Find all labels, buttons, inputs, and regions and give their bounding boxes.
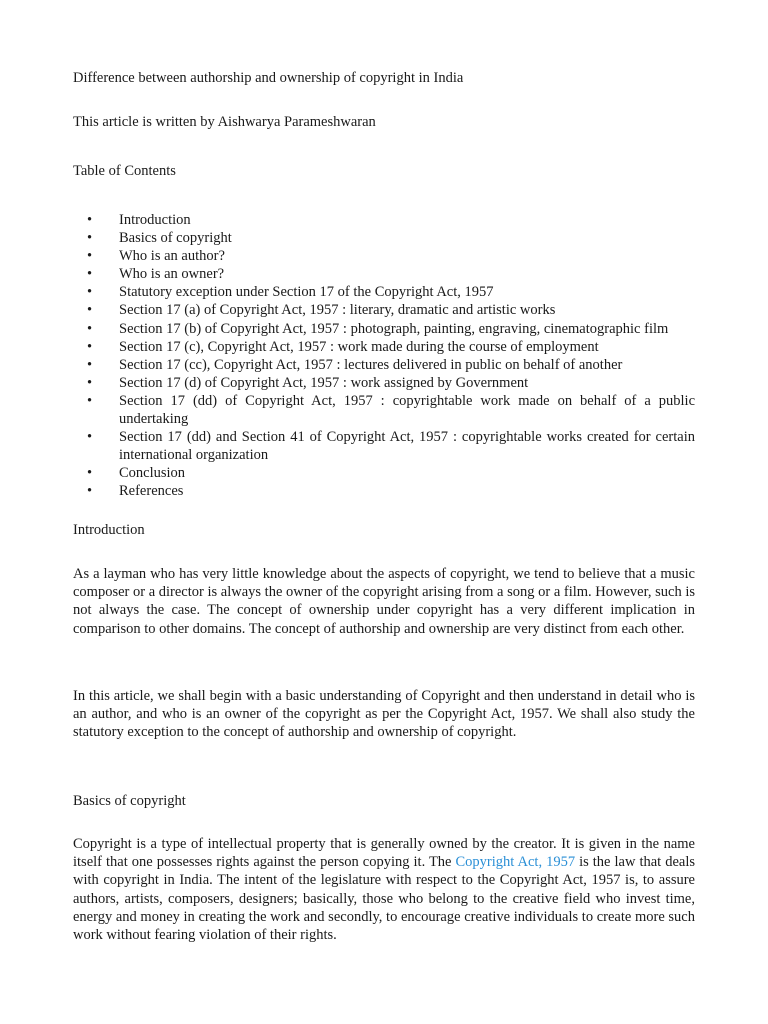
bullet-icon: • xyxy=(87,356,93,373)
toc-item xyxy=(73,301,695,319)
toc-item-label: Section 17 (dd) and Section 41 of Copyright Act, 1957 : copyrightable works created for certain international organization xyxy=(119,429,695,464)
toc-item xyxy=(73,392,695,428)
toc-item-label: Section 17 (dd) of Copyright Act, 1957 : copyrightable work made on behalf of a public undertaking xyxy=(119,392,695,428)
toc-heading: Table of Contents xyxy=(73,163,176,179)
toc-item xyxy=(73,247,695,265)
copyright-act-link[interactable]: Copyright Act, 1957 xyxy=(455,854,576,871)
toc-item-label: Who is an owner? xyxy=(119,266,225,283)
toc-item-label: Basics of copyright xyxy=(119,230,232,247)
bullet-icon: • xyxy=(87,266,93,283)
basics-heading: Basics of copyright xyxy=(73,793,186,809)
table-of-contents xyxy=(73,211,695,501)
toc-item-label: Introduction xyxy=(119,212,191,228)
bullet-icon: • xyxy=(87,212,93,228)
bullet-icon: • xyxy=(87,429,93,446)
introduction-paragraph-1: As a layman who has very little knowledge about the aspects of copyright, we tend to believe that a music composer or a director is always the owner of the copyright arising from a song or a film. However, such is not always the case. The concept of ownership under copyright has a very different implication in comparison to other domains. The concept of authorship and ownership are very distinct from each other. xyxy=(73,566,695,637)
toc-item xyxy=(73,428,695,464)
toc-item xyxy=(73,374,695,392)
bullet-icon: • xyxy=(87,338,93,355)
basics-text-after-link: is the law that deals with copyright in India. The intent of the legislature with respect to the Copyright Act, 1957 is, to assure authors, artists, composers, designers; basically, those who belong to the creative field who invest time, energy and money in creating the work and secondly, to encourage creative individuals to create more such work without fearing violation of their rights. xyxy=(73,854,695,944)
toc-item-label: Conclusion xyxy=(119,465,186,482)
toc-item xyxy=(73,320,695,338)
basics-paragraph-1 xyxy=(73,835,695,944)
toc-item-label: Section 17 (c), Copyright Act, 1957 : work made during the course of employment xyxy=(119,338,599,355)
bullet-icon: • xyxy=(87,248,93,265)
toc-item xyxy=(73,211,695,229)
toc-item xyxy=(73,283,695,301)
bullet-icon: • xyxy=(87,302,93,319)
toc-item xyxy=(73,356,695,374)
byline: This article is written by Aishwarya Parameshwaran xyxy=(73,114,376,130)
basics-text-before-link: Copyright is a type of intellectual property that is generally owned by the creator. It is given in the name itself that one possesses rights against the person copying it. The xyxy=(73,836,695,871)
toc-item-label: Section 17 (cc), Copyright Act, 1957 : lectures delivered in public on behalf of another xyxy=(119,356,623,373)
bullet-icon: • xyxy=(87,374,93,391)
toc-item xyxy=(73,265,695,283)
toc-item xyxy=(73,464,695,482)
introduction-heading: Introduction xyxy=(73,522,145,538)
bullet-icon: • xyxy=(87,320,93,337)
bullet-icon: • xyxy=(87,230,93,247)
toc-item-label: Section 17 (a) of Copyright Act, 1957 : literary, dramatic and artistic works xyxy=(119,302,556,319)
document-title: Difference between authorship and ownership of copyright in India xyxy=(73,70,464,86)
bullet-icon: • xyxy=(87,483,93,500)
toc-item xyxy=(73,338,695,356)
toc-item xyxy=(73,229,695,247)
toc-item xyxy=(73,482,695,500)
toc-item-label: Who is an author? xyxy=(119,248,225,265)
bullet-icon: • xyxy=(87,284,93,301)
introduction-paragraph-2: In this article, we shall begin with a basic understanding of Copyright and then understand in detail who is an author, and who is an owner of the copyright as per the Copyright Act, 1957. We shall also study the statutory exception to the concept of authorship and ownership of copyright. xyxy=(73,688,695,741)
toc-item-label: Section 17 (d) of Copyright Act, 1957 : work assigned by Government xyxy=(119,374,529,391)
toc-item-label: Section 17 (b) of Copyright Act, 1957 : photograph, painting, engraving, cinematographic film xyxy=(119,320,669,337)
toc-item-label: References xyxy=(119,483,184,500)
toc-item-label: Statutory exception under Section 17 of the Copyright Act, 1957 xyxy=(119,284,494,301)
bullet-icon: • xyxy=(87,465,93,482)
bullet-icon: • xyxy=(87,392,93,409)
